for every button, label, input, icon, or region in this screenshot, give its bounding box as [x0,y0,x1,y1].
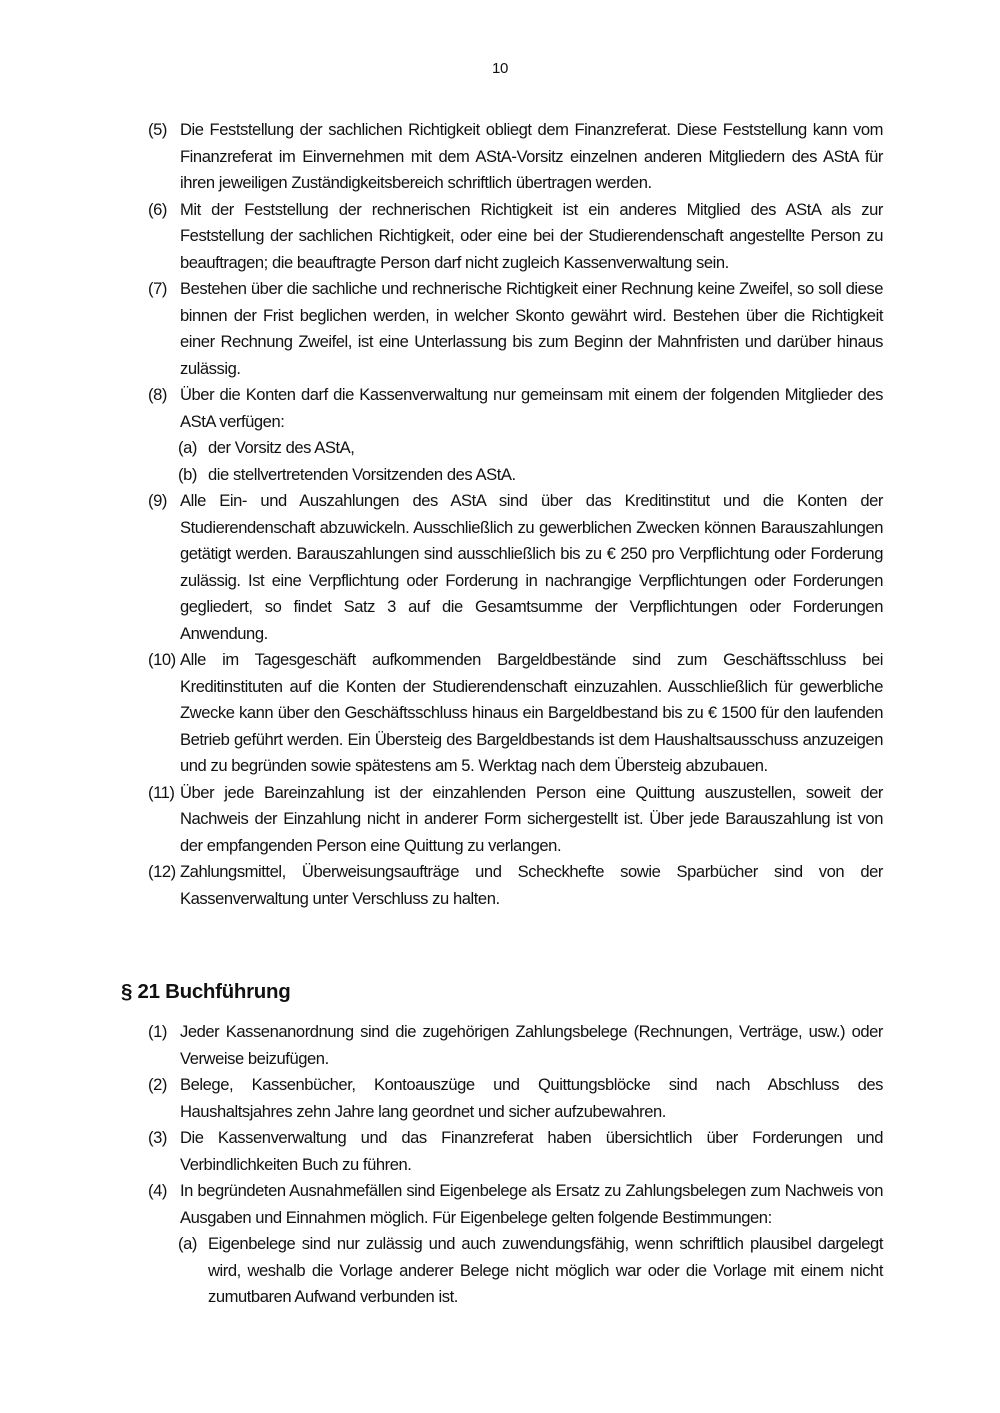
paragraph-number: (12) [148,862,176,881]
paragraph-number: (9) [148,491,167,510]
paragraph-number: (11) [148,782,175,802]
paragraph-12 [148,859,883,912]
s21-paragraph-1 [148,1019,883,1072]
subparagraph-text: die stellvertretenden Vorsitzenden des AStA. [208,464,516,484]
subparagraph-text: Eigenbelege sind nur zulässig und auch zuwendungsfähig, wenn schriftlich plausibel dargelegt wird, weshalb die Vorlage anderer Belege nicht möglich war oder die Vorlage mit einem nicht zumutbaren Aufwand verbunden ist. [208,1234,883,1306]
paragraph-number: (8) [148,385,167,404]
page-number: 10 [491,60,509,77]
subparagraph-letter: (a) [178,438,197,457]
paragraph-text: Mit der Feststellung der rechnerischen Richtigkeit ist ein anderes Mitglied des AStA als zur Feststellung der sachlichen Richtigkeit, oder eine bei der Studierendenschaft angestellte Person zu beauftragen; die beauftragte Person darf nicht zugleich Kassenverwaltung sein. [180,199,883,272]
subparagraph-letter: (a) [178,1234,197,1253]
paragraph-number: (1) [148,1022,167,1041]
subparagraph-8a [148,435,883,462]
paragraph-number: (10) [148,650,176,669]
paragraph-number: (2) [148,1075,167,1094]
paragraph-5 [148,117,883,197]
paragraph-number: (4) [148,1181,167,1200]
section-21-body [148,1019,883,1311]
paragraph-6 [148,197,883,277]
paragraph-number: (6) [148,199,167,219]
s21-subparagraph-4a [148,1231,883,1311]
paragraph-7 [148,276,883,382]
paragraph-text: Die Feststellung der sachlichen Richtigkeit obliegt dem Finanzreferat. Diese Feststellung kann vom Finanzreferat im Einvernehmen mit dem AStA-Vorsitz einzelnen anderen Mitgliedern des AStA für ihren jeweiligen Zuständigkeitsbereich schriftlich übertragen werden. [180,120,883,192]
paragraph-8 [148,382,883,435]
s21-paragraph-4 [148,1178,883,1231]
s21-paragraph-3 [148,1125,883,1178]
paragraph-11 [148,780,883,860]
section-21-heading: § 21 Buchführung [121,980,291,1003]
paragraph-text: Alle im Tagesgeschäft aufkommenden Bargeldbestände sind zum Geschäftsschluss bei Kreditinstituten auf die Konten der Studierendenschaft einzuzahlen. Ausschließlich für gewerbliche Zwecke kann über den Geschäftsschluss hinaus ein Bargeldbestand bis zu € 1500 für den laufenden Betrieb geführt werden. Ein Übersteig des Bargeldbestands ist dem Haushaltsausschuss anzuzeigen und zu begründen sowie spätestens am 5. Werktag nach dem Übersteig abzubauen. [180,650,883,775]
paragraph-text: In begründeten Ausnahmefällen sind Eigenbelege als Ersatz zu Zahlungsbelegen zum Nachweis von Ausgaben und Einnahmen möglich. Für Eigenbelege gelten folgende Bestimmungen: [180,1181,883,1227]
paragraph-text: Belege, Kassenbücher, Kontoauszüge und Quittungsblöcke sind nach Abschluss des Haushaltsjahres zehn Jahre lang geordnet und sicher aufzubewahren. [180,1075,883,1121]
paragraph-10 [148,647,883,780]
paragraph-text: Über die Konten darf die Kassenverwaltung nur gemeinsam mit einem der folgenden Mitglieder des AStA verfügen: [180,385,883,431]
paragraph-number: (7) [148,279,167,298]
paragraph-text: Alle Ein- und Auszahlungen des AStA sind über das Kreditinstitut und die Konten der Studierendenschaft abzuwickeln. Ausschließlich zu gewerblichen Zwecken können Barauszahlungen getätigt werden. Barauszahlungen sind ausschließlich bis zu € 250 pro Verpflichtung oder Forderung zulässig. Ist eine Verpflichtung oder Forderung in nachrangige Verpflichtungen oder Forderungen gegliedert, so findet Satz 3 auf die Gesamtsumme der Verpflichtungen oder Forderungen Anwendung. [180,491,883,643]
subparagraph-text: der Vorsitz des AStA, [208,438,355,457]
paragraph-number: (3) [148,1128,167,1147]
paragraph-number: (5) [148,120,167,139]
subparagraph-letter: (b) [178,464,197,484]
paragraph-text: Über jede Bareinzahlung ist der einzahlenden Person eine Quittung auszustellen, soweit der Nachweis der Einzahlung nicht in anderer Form sichergestellt ist. Über jede Barauszahlung ist von der empfangenden Person eine Quittung zu verlangen. [180,782,883,855]
paragraph-text: Bestehen über die sachliche und rechnerische Richtigkeit einer Rechnung keine Zweifel, so soll diese binnen der Frist beglichen werden, in welcher Skonto gewährt wird. Bestehen über die Richtigkeit einer Rechnung Zweifel, ist eine Unterlassung bis zum Beginn der Mahnfristen und darüber hinaus zulässig. [180,279,883,378]
section-20-continuation [148,117,883,912]
paragraph-text: Die Kassenverwaltung und das Finanzreferat haben übersichtlich über Forderungen und Verbindlichkeiten Buch zu führen. [180,1128,883,1174]
s21-paragraph-2 [148,1072,883,1125]
subparagraph-8b [148,462,883,489]
paragraph-text: Jeder Kassenanordnung sind die zugehörigen Zahlungsbelege (Rechnungen, Verträge, usw.) oder Verweise beizufügen. [180,1022,883,1068]
paragraph-9 [148,488,883,647]
paragraph-text: Zahlungsmittel, Überweisungsaufträge und Scheckhefte sowie Sparbücher sind von der Kassenverwaltung unter Verschluss zu halten. [180,862,883,908]
